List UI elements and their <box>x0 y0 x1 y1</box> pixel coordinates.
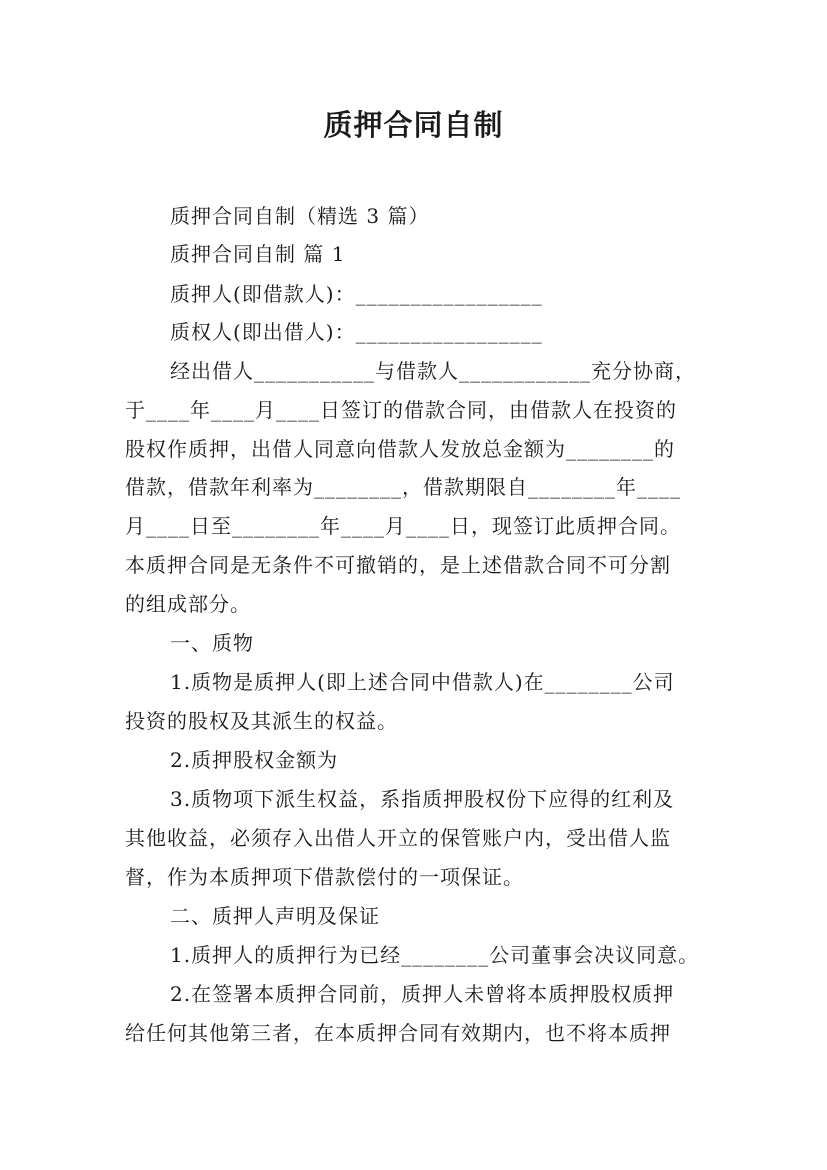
clause-line: 督，作为本质押项下借款偿付的一项保证。 <box>125 865 524 889</box>
paragraph-line: 于____年____月____日签订的借款合同，由借款人在投资的 <box>125 398 677 422</box>
paragraph-line: 股权作质押，出借人同意向借款人发放总金额为________的 <box>125 437 675 461</box>
paragraph-line: 月____日至________年____月____日，现签订此质押合同。 <box>125 514 681 538</box>
clause-line: 2.在签署本质押合同前，质押人未曾将本质押股权质押 <box>170 982 675 1006</box>
document-title: 质押合同自制 <box>323 108 504 142</box>
clause-line: 1.质押人的质押行为已经________公司董事会决议同意。 <box>170 943 700 967</box>
section-heading: 二、质押人声明及保证 <box>170 904 380 928</box>
section-heading: 一、质物 <box>170 631 254 655</box>
subtitle-line: 质押合同自制（精选 3 篇） <box>170 204 430 228</box>
clause-line: 2.质押股权金额为 <box>170 748 339 772</box>
paragraph-line: 借款，借款年利率为________，借款期限自________年____ <box>125 475 681 499</box>
clause-line: 投资的股权及其派生的权益。 <box>125 709 398 733</box>
clause-line: 3.质物项下派生权益，系指质押股权份下应得的红利及 <box>170 787 675 811</box>
paragraph-line: 经出借人___________与借款人____________充分协商， <box>170 359 696 383</box>
clause-line: 给任何其他第三者，在本质押合同有效期内，也不将本质押 <box>125 1021 671 1045</box>
pledgor-line: 质押人(即借款人)：_________________ <box>170 282 543 306</box>
paragraph-line: 本质押合同是无条件不可撤销的，是上述借款合同不可分割 <box>125 553 671 577</box>
pledgee-line: 质权人(即出借人)：_________________ <box>170 320 543 344</box>
paragraph-line: 的组成部分。 <box>125 592 251 616</box>
section-heading: 质押合同自制 篇 1 <box>170 242 346 266</box>
clause-line: 1.质物是质押人(即上述合同中借款人)在________公司 <box>170 670 675 694</box>
clause-line: 其他收益，必须存入出借人开立的保管账户内，受出借人监 <box>125 826 671 850</box>
